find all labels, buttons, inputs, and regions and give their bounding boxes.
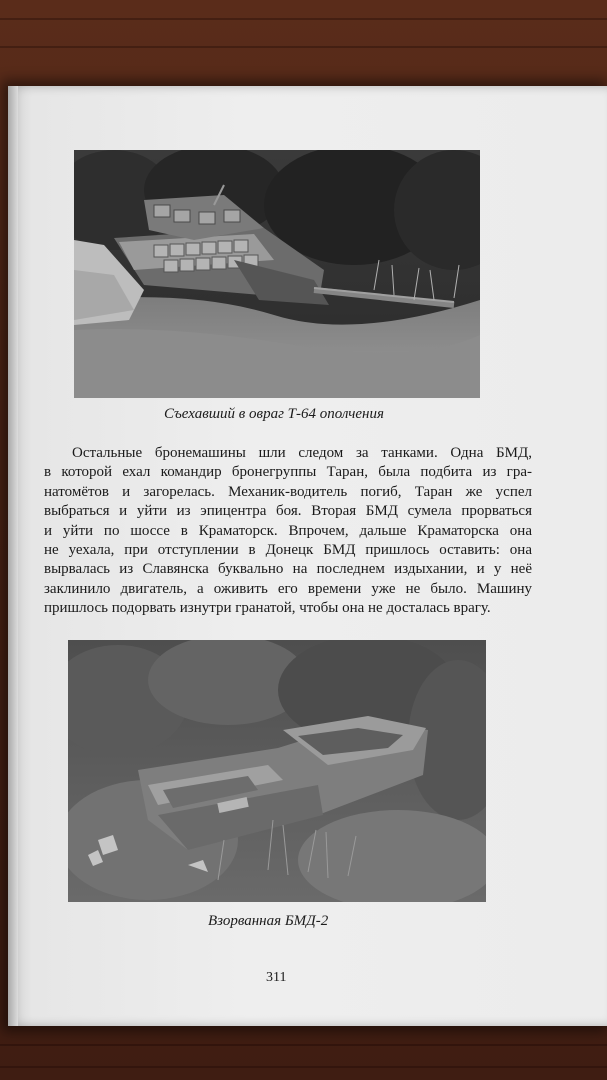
- text-line: натомётов и загорелась. Механик-водитель погиб, Таран же успел: [44, 483, 532, 500]
- wood-grain: [0, 18, 607, 20]
- text-line: выбраться и уйти из эпицентра боя. Вторая БМД сумела прорваться: [44, 503, 532, 520]
- book-page: [8, 86, 607, 1026]
- text-line: не уехала, при отступлении в Донецк БМД пришлось оставить: она: [44, 542, 532, 559]
- wood-grain: [0, 46, 607, 48]
- wood-grain: [0, 1066, 607, 1068]
- bmd-photo: [68, 640, 486, 902]
- text-line: заклинило двигатель, а оживить его времени уже не было. Машину: [44, 580, 532, 597]
- text-line: вырвалась из Славянска буквально на последнем издыхании, и у неё: [44, 561, 532, 578]
- page-number: 311: [266, 970, 287, 985]
- text-line: пришлось подорвать изнутри гранатой, чтобы она не досталась врагу.: [44, 600, 491, 617]
- text-line: и уйти по шоссе в Краматорск. Впрочем, дальше Краматорска она: [44, 522, 532, 539]
- text-line: в которой ехал командир бронегруппы Таран, была подбита из гра-: [44, 464, 532, 481]
- tank-photo: [74, 150, 480, 398]
- tank-photo-caption: Съехавший в овраг Т-64 ополчения: [164, 406, 384, 422]
- bmd-photo-caption: Взорванная БМД-2: [208, 913, 329, 929]
- text-line: Остальные бронемашины шли следом за танками. Одна БМД,: [72, 445, 532, 461]
- tank-photo-image: [74, 150, 480, 398]
- body-paragraph: [44, 444, 532, 619]
- page-spine-edge: [8, 86, 18, 1026]
- bmd-photo-image: [68, 640, 486, 902]
- wood-grain: [0, 1044, 607, 1046]
